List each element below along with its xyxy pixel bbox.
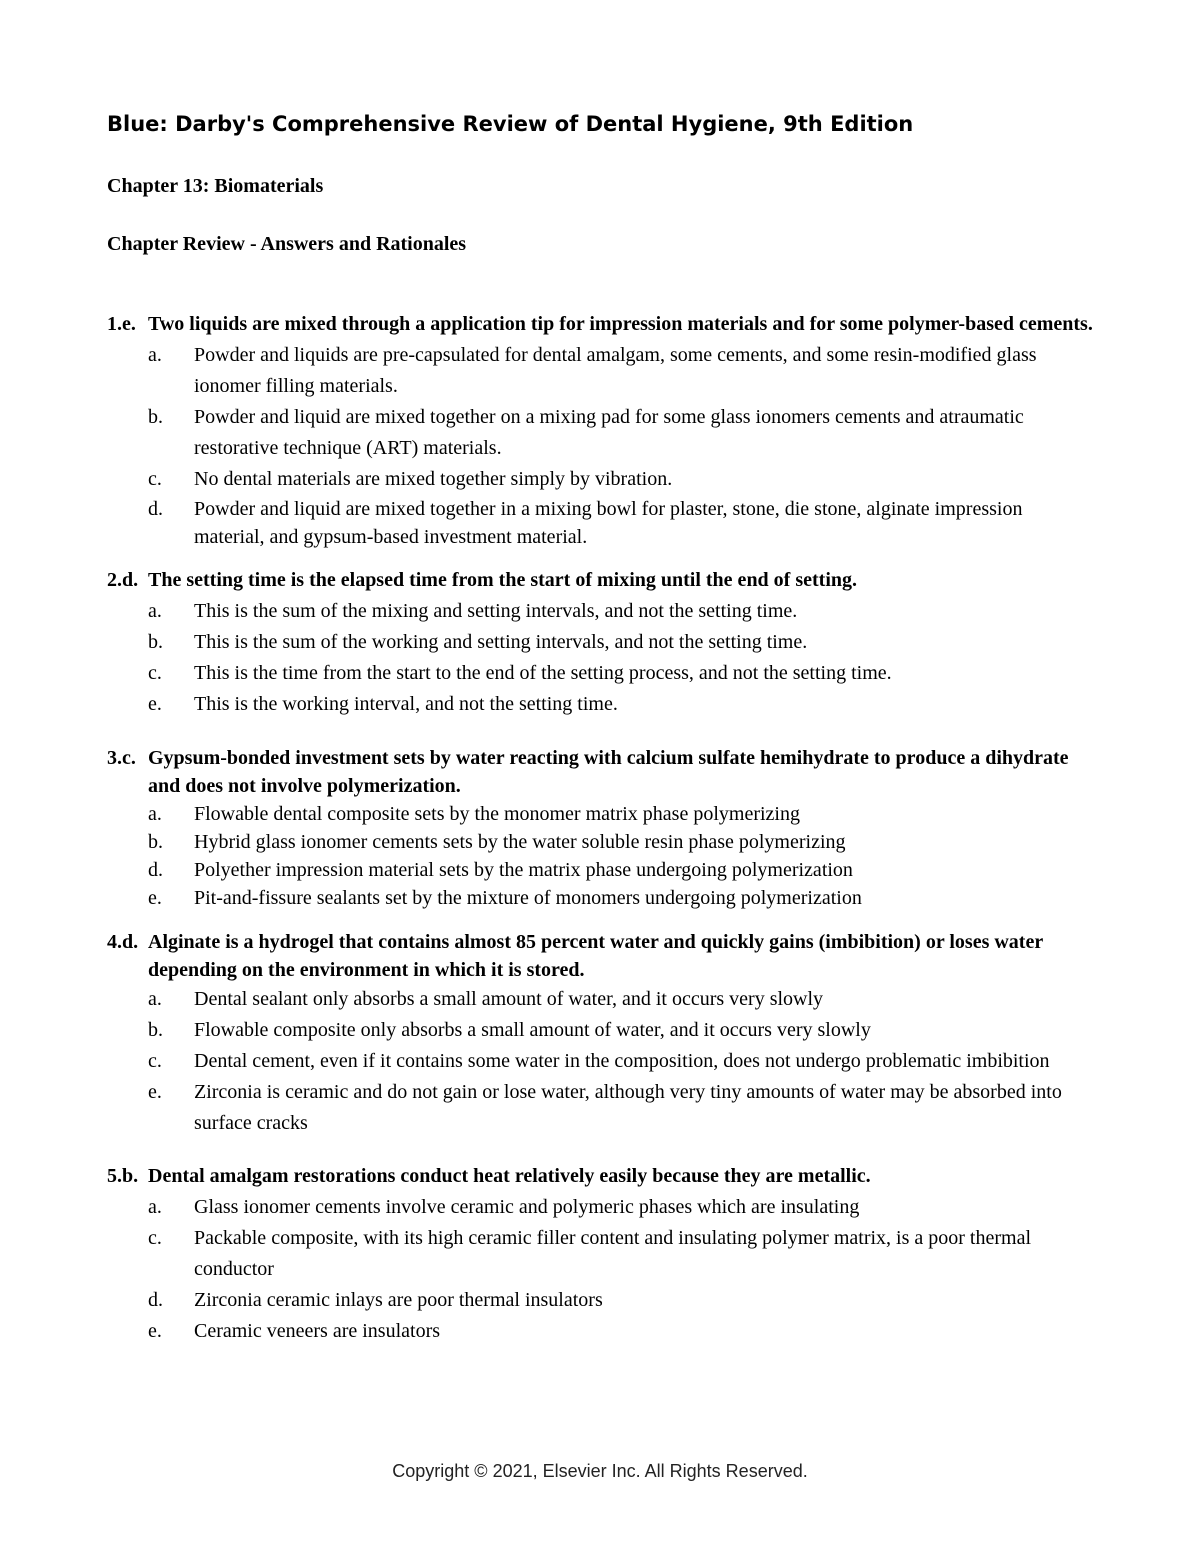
question-header [107,744,1097,800]
option-item [148,340,1097,402]
option-letter: c. [148,662,162,684]
question-number: 3.c. [107,747,136,769]
option-text: Flowable dental composite sets by the monomer matrix phase polymerizing [194,803,800,825]
option-item [148,1015,1097,1046]
option-letter: e. [148,1320,162,1342]
option-item [148,1223,1097,1285]
option-letter: b. [148,631,163,653]
option-letter: c. [148,1227,162,1249]
option-text: This is the sum of the working and setting intervals, and not the setting time. [194,631,808,653]
question-list [107,309,1097,1347]
option-item [148,1192,1097,1223]
question-header [107,565,1097,596]
option-item [148,828,1097,856]
document-title: Blue: Darby's Comprehensive Review of Dental Hygiene, 9th Edition [107,112,914,136]
option-letter: b. [148,1019,163,1041]
option-text: Zirconia ceramic inlays are poor thermal insulators [194,1289,603,1311]
option-letter: b. [148,406,163,428]
question-5 [107,1161,1097,1347]
option-item [148,1285,1097,1316]
option-item [148,402,1097,464]
option-item [148,596,1097,627]
question-4 [107,928,1097,1139]
option-letter: e. [148,1081,162,1103]
option-item [148,627,1097,658]
option-item [148,1046,1097,1077]
option-list [107,1192,1097,1347]
option-text: This is the working interval, and not the setting time. [194,693,618,715]
option-text: Dental cement, even if it contains some water in the composition, does not undergo problematic imbibition [194,1050,1050,1072]
question-number: 5.b. [107,1165,139,1187]
option-item [148,495,1097,551]
option-letter: c. [148,468,162,490]
option-letter: d. [148,498,163,520]
option-text: This is the sum of the mixing and setting intervals, and not the setting time. [194,600,798,622]
option-item [148,464,1097,495]
option-letter: b. [148,831,163,853]
option-list [107,340,1097,551]
option-item [148,800,1097,828]
question-3 [107,744,1097,912]
option-list [107,596,1097,720]
option-text: Dental sealant only absorbs a small amount of water, and it occurs very slowly [194,988,824,1010]
option-text: Zirconia is ceramic and do not gain or lose water, although very tiny amounts of water may be absorbed into surface cracks [194,1081,1062,1134]
option-text: No dental materials are mixed together simply by vibration. [194,468,673,490]
question-2 [107,565,1097,720]
option-letter: a. [148,803,162,825]
option-letter: e. [148,693,162,715]
option-letter: d. [148,1289,163,1311]
copyright-footer: Copyright © 2021, Elsevier Inc. All Rights Reserved. [392,1461,808,1481]
question-answer: Gypsum-bonded investment sets by water reacting with calcium sulfate hemihydrate to produce a dihydrate and does not involve polymerization. [148,747,1069,797]
question-number: 1.e. [107,313,136,335]
option-item [148,984,1097,1015]
option-item [148,1077,1097,1139]
option-list [107,800,1097,912]
option-text: This is the time from the start to the end of the setting process, and not the setting time. [194,662,892,684]
option-text: Glass ionomer cements involve ceramic and polymeric phases which are insulating [194,1196,860,1218]
option-letter: d. [148,859,163,881]
question-number: 2.d. [107,569,139,591]
option-text: Ceramic veneers are insulators [194,1320,441,1342]
option-letter: a. [148,344,162,366]
question-1 [107,309,1097,551]
option-item [148,884,1097,912]
option-letter: e. [148,887,162,909]
option-text: Powder and liquid are mixed together in a mixing bowl for plaster, stone, die stone, alginate impression material, and gypsum-based investment material. [194,498,1023,548]
option-item [148,689,1097,720]
option-text: Powder and liquids are pre-capsulated for dental amalgam, some cements, and some resin-modified glass ionomer filling materials. [194,344,1037,397]
question-header [107,309,1097,340]
option-item [148,856,1097,884]
question-answer: Alginate is a hydrogel that contains almost 85 percent water and quickly gains (imbibition) or loses water depending on the environment in which it is stored. [148,931,1043,981]
option-text: Hybrid glass ionomer cements sets by the water soluble resin phase polymerizing [194,831,846,853]
option-letter: a. [148,600,162,622]
option-text: Polyether impression material sets by the matrix phase undergoing polymerization [194,859,853,881]
question-answer: The setting time is the elapsed time from the start of mixing until the end of setting. [148,569,858,591]
section-title: Chapter Review - Answers and Rationales [107,233,467,255]
option-text: Flowable composite only absorbs a small amount of water, and it occurs very slowly [194,1019,871,1041]
question-answer: Dental amalgam restorations conduct heat relatively easily because they are metallic. [148,1165,871,1187]
option-letter: a. [148,988,162,1010]
option-text: Powder and liquid are mixed together on a mixing pad for some glass ionomers cements and atraumatic restorative technique (ART) materials. [194,406,1024,459]
option-item [148,658,1097,689]
option-text: Packable composite, with its high ceramic filler content and insulating polymer matrix, is a poor thermal conductor [194,1227,1032,1280]
question-number: 4.d. [107,931,139,953]
question-header [107,928,1097,984]
chapter-title: Chapter 13: Biomaterials [107,175,324,197]
option-letter: c. [148,1050,162,1072]
option-list [107,984,1097,1139]
option-letter: a. [148,1196,162,1218]
option-text: Pit-and-fissure sealants set by the mixture of monomers undergoing polymerization [194,887,862,909]
question-header [107,1161,1097,1192]
question-answer: Two liquids are mixed through a application tip for impression materials and for some polymer-based cements. [148,313,1093,335]
option-item [148,1316,1097,1347]
